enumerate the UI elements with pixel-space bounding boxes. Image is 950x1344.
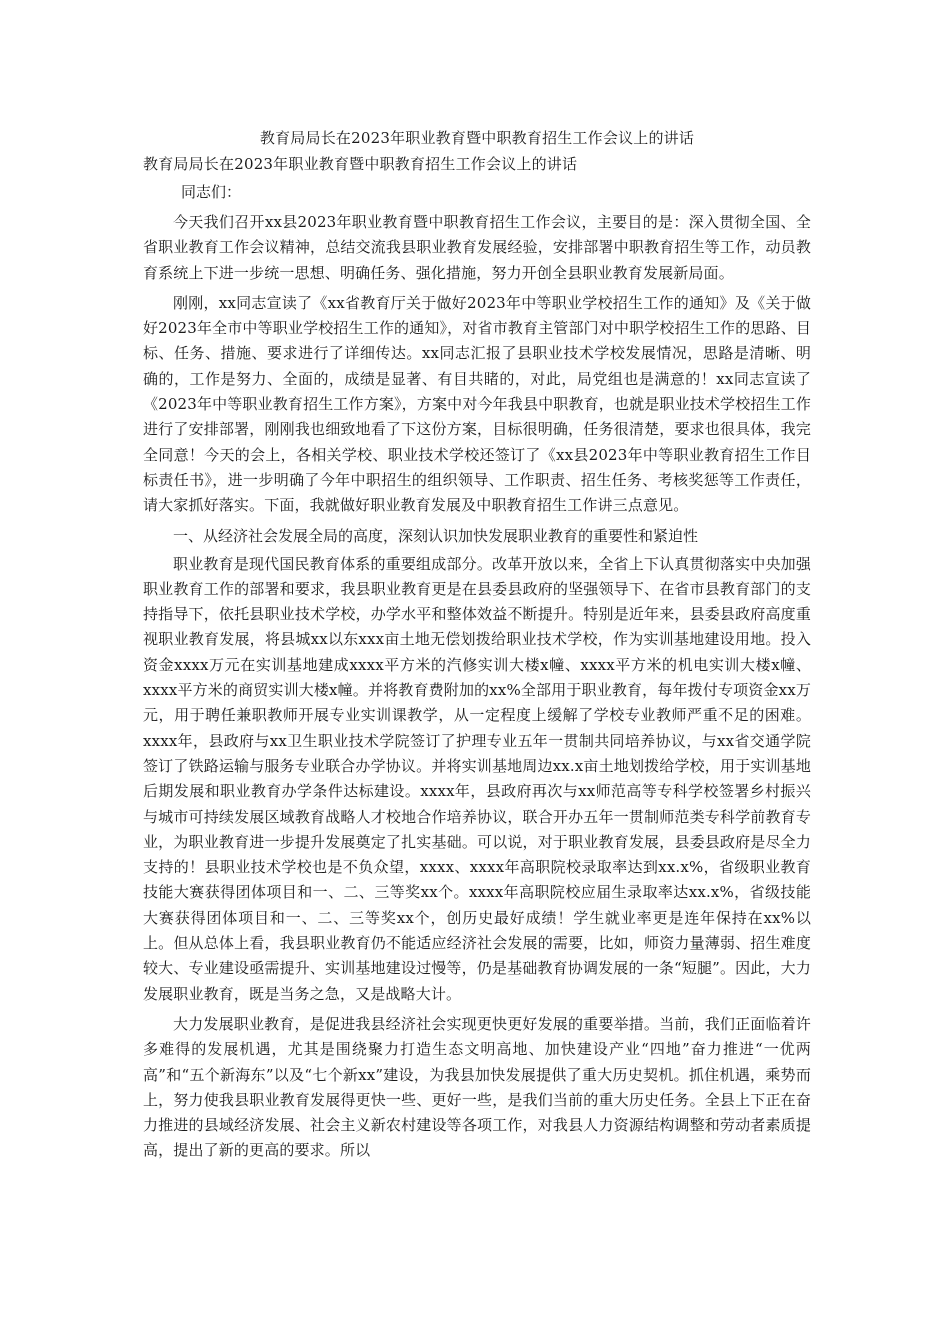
paragraph-section-one-continued: 大力发展职业教育，是促进我县经济社会实现更快更好发展的重要举措。当前，我们正面临着许多难得的发展机遇，尤其是围绕聚力打造生态文明高地、加快建设产业“四地”奋力推进“一优两高”和“五个新海东”以及“七个新xx”建设，为我县加快发展提供了重大历史契机。抓住机遇，乘势而上，努力使我县职业教育发展得更快一些、更好一些，是我们当前的重大历史任务。全县上下正在奋力推进的县域经济发展、社会主义新农村建设等各项工作，对我县人力资源结构调整和劳动者素质提高，提出了新的更高的要求。所以: [143, 1014, 811, 1160]
document-page: [143, 126, 811, 1169]
paragraph-review: 刚刚，xx同志宣读了《xx省教育厅关于做好2023年中等职业学校招生工作的通知》及《关于做好2023年全市中等职业学校招生工作的通知》，对省市教育主管部门对中职学校招生工作的思路、目标、任务、措施、要求进行了详细传达。xx同志汇报了县职业技术学校发展情况，思路是清晰、明确的，工作是努力、全面的，成绩是显著、有目共睹的，对此，局党组也是满意的！xx同志宣读了《2023年中等职业教育招生工作方案》，方案中对今年我县中职教育，也就是职业技术学校招生工作进行了安排部署，刚刚我也细致地看了下这份方案，目标很明确，任务很清楚，要求也很具体，我完全同意！今天的会上，各相关学校、职业技术学校还签订了《xx县2023年中等职业教育招生工作目标责任书》，进一步明确了今年中职招生的组织领导、工作职责、招生任务、考核奖惩等工作责任，请大家抓好落实。下面，我就做好职业教育发展及中职教育招生工作讲三点意见。: [143, 293, 811, 515]
paragraph-section-one-body: 职业教育是现代国民教育体系的重要组成部分。改革开放以来，全省上下认真贯彻落实中央加强职业教育工作的部署和要求，我县职业教育更是在县委县政府的坚强领导下、在省市县教育部门的支持指导下，依托县职业技术学校，办学水平和整体效益不断提升。特别是近年来，县委县政府高度重视职业教育发展，将县城xx以东xxx亩土地无偿划拨给职业技术学校，作为实训基地建设用地。投入资金xxxx万元在实训基地建成xxxx平方米的汽修实训大楼x幢、xxxx平方米的机电实训大楼x幢、xxxx平方米的商贸实训大楼x幢。并将教育费附加的xx%全部用于职业教育，每年拨付专项资金xx万元，用于聘任兼职教师开展专业实训课教学，从一定程度上缓解了学校专业教师严重不足的困难。xxxx年，县政府与xx卫生职业技术学院签订了护理专业五年一贯制共同培养协议，与xx省交通学院签订了铁路运输与服务专业联合办学协议。并将实训基地周边xx.x亩土地划拨给学校，用于实训基地后期发展和职业教育办学条件达标建设。xxxx年，县政府再次与xx师范高等专科学校签署乡村振兴与城市可持续发展区域教育战略人才校地合作培养协议，联合开办五年一贯制师范类专科学前教育专业，为职业教育进一步提升发展奠定了扎实基础。可以说，对于职业教育发展，县委县政府是尽全力支持的！县职业技术学校也是不负众望，xxxx、xxxx年高职院校录取率达到xx.x%，省级职业教育技能大赛获得团体项目和一、二、三等奖xx个。xxxx年高职院校应届生录取率达xx.x%，省级技能大赛获得团体项目和一、二、三等奖xx个，创历史最好成绩！学生就业率更是连年保持在xx%以上。但从总体上看，我县职业教育仍不能适应经济社会发展的需要，比如，师资力量薄弱、招生难度较大、专业建设亟需提升、实训基地建设过慢等，仍是基础教育协调发展的一条“短腿”。因此，大力发展职业教育，既是当务之急，又是战略大计。: [143, 554, 811, 1003]
document-title: 教育局局长在2023年职业教育暨中职教育招生工作会议上的讲话: [143, 155, 578, 173]
document-title-centered: 教育局局长在2023年职业教育暨中职教育招生工作会议上的讲话: [259, 129, 695, 147]
paragraph-opening: 今天我们召开xx县2023年职业教育暨中职教育招生工作会议，主要目的是：深入贯彻全国、全省职业教育工作会议精神，总结交流我县职业教育发展经验，安排部署中职教育招生等工作，动员教育系统上下进一步统一思想、明确任务、强化措施，努力开创全县职业教育发展新局面。: [143, 213, 811, 282]
section-heading-one: 一、从经济社会发展全局的高度，深刻认识加快发展职业教育的重要性和紧迫性: [173, 526, 699, 545]
salutation: 同志们：: [181, 183, 242, 201]
